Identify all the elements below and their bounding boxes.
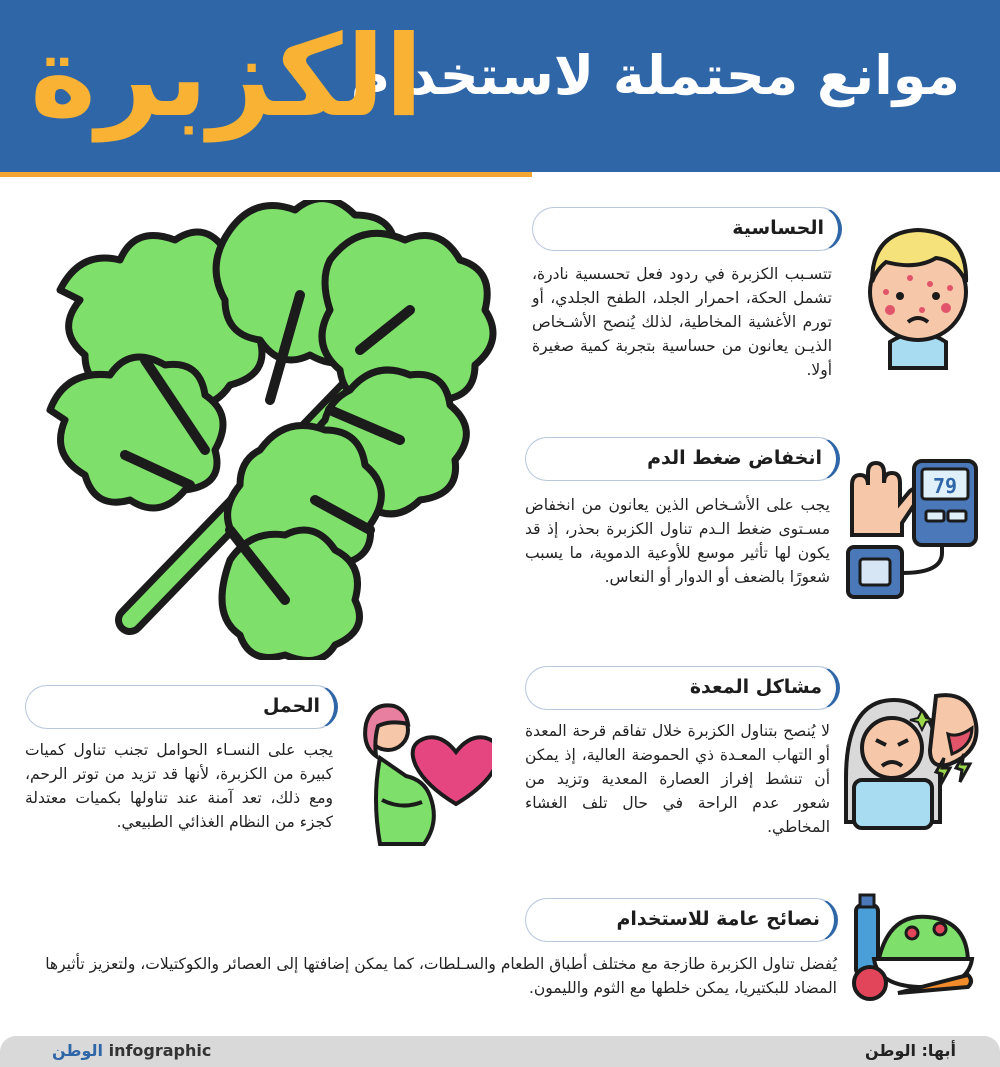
- footer-bar: [0, 1036, 1000, 1067]
- blood-pressure-monitor-icon: [842, 455, 982, 605]
- stomach-ache-icon: [840, 682, 980, 832]
- pregnancy-title: الحمل: [262, 695, 320, 717]
- tips-title: نصائح عامة للاستخدام: [616, 908, 820, 930]
- low-bp-title: انخفاض ضغط الدم: [647, 447, 822, 469]
- tips-text: يُفضل تناول الكزبرة طازجة مع مختلف أطباق الطعام والسـلطات، كما يمكن إضافتها إلى العصائر والكوكتيلات، ولتعزيز تأثيرها المضاد للبكتيريا، يمكن خلطها مع الثوم والليمون.: [45, 955, 837, 997]
- section-title-stomach: [525, 666, 840, 710]
- allergic-child-icon: [860, 222, 975, 370]
- section-title-tips: [525, 898, 838, 942]
- monitor-value: 79: [932, 474, 958, 498]
- section-title-allergy: [532, 207, 842, 251]
- healthy-food-icon: [848, 893, 978, 1003]
- footer-branding: [52, 1041, 211, 1060]
- footer-brand: infographic: [108, 1041, 212, 1060]
- footer-logo: الوطن: [52, 1041, 103, 1060]
- pregnancy-text: يجب على النسـاء الحوامل تجنب تناول كميات كبيرة من الكزبرة، لأنها قد تزيد من توتر الرحم، ومع ذلك، تعد آمنة عند تناولها بكميات معتدلة كجزء من النظام الغذائي الطبيعي.: [25, 741, 333, 831]
- stomach-title: مشاكل المعدة: [689, 676, 822, 698]
- header-accent-line: [0, 172, 532, 177]
- coriander-icon: [30, 200, 510, 660]
- low-bp-text: يجب على الأشـخاص الذين يعانون من انخفاض مسـتوى ضغط الـدم تناول الكزبرة بحذر، إذ قد يكون لها تأثير موسع للأوعية الدموية، ما يسبب شعورًا بالضعف أو الدوار أو النعاس.: [525, 496, 830, 586]
- footer-location: أبها: الوطن: [864, 1041, 956, 1060]
- stomach-text: لا يُنصح بتناول الكزبرة خلال تفاقم قرحة المعدة أو التهاب المعـدة ذي الحموضة العالية، إذ يمكن أن تنشط إفراز العصارة المعدية وتزيد من شعور عدم الراحة في حال تلف الغشاء المخاطي.: [525, 722, 830, 836]
- page-title: موانع محتملة لاستخدام: [350, 44, 960, 107]
- allergy-title: الحساسية: [732, 217, 824, 239]
- section-title-pregnancy: [25, 685, 338, 729]
- section-title-low-bp: [525, 437, 840, 481]
- page-title-highlight: الكزبرة: [30, 12, 424, 142]
- allergy-text: تتسـبب الكزبرة في ردود فعل تحسسية نادرة، تشمل الحكة، احمرار الجلد، الطفح الجلدي، أو تورم الأغشية المخاطية، لذلك يُنصح الأشـخاص الذيـن يعانون من حساسية بتجربة كمية صغيرة أولا.: [532, 265, 832, 379]
- pregnant-woman-icon: [352, 700, 492, 848]
